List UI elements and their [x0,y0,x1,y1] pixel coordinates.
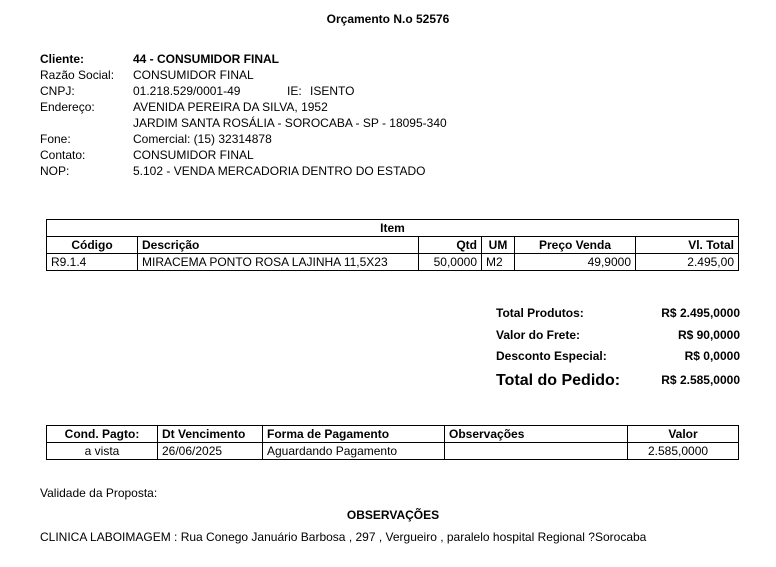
cell-observacoes [445,443,628,460]
col-forma-pagamento: Forma de Pagamento [263,426,445,443]
razao-label: Razão Social: [40,68,115,82]
observacoes-text: CLINICA LABOIMAGEM : Rua Conego Januário Barbosa , 297 , Vergueiro , paralelo hospital Regional ?Sorocaba [40,530,647,544]
col-cond-pagto: Cond. Pagto: [47,426,158,443]
cell-cond-pagto: a vista [47,443,158,460]
items-header-row [47,237,739,254]
total-produtos-label: Total Produtos: [496,306,584,320]
fone-label: Fone: [40,132,71,146]
col-dt-vencimento: Dt Vencimento [158,426,263,443]
contato-label: Contato: [40,148,86,162]
fone-value: Comercial: (15) 32314878 [133,132,272,146]
items-caption: Item [47,220,739,237]
total-pedido-label: Total do Pedido: [496,372,621,389]
desconto-value: R$ 0,0000 [684,349,740,363]
nop-label: NOP: [40,164,70,178]
frete-label: Valor do Frete: [496,328,581,342]
cell-descricao: MIRACEMA PONTO ROSA LAJINHA 11,5X23 [138,254,419,271]
col-qtd: Qtd [419,237,482,254]
endereco-label: Endereço: [40,100,95,114]
cell-total: 2.495,00 [636,254,739,271]
cnpj-value: 01.218.529/0001-49 [133,84,241,98]
total-produtos-value: R$ 2.495,0000 [661,306,740,320]
frete-value: R$ 90,0000 [677,328,740,342]
endereco-line2: JARDIM SANTA ROSÁLIA - SOROCABA - SP - 18095-340 [133,116,447,130]
cell-dt-vencimento: 26/06/2025 [158,443,263,460]
cell-qtd: 50,0000 [419,254,482,271]
cnpj-label: CNPJ: [40,84,75,98]
razao-value: CONSUMIDOR FINAL [133,68,254,82]
cliente-label: Cliente: [40,52,85,66]
table-row [47,254,739,271]
desconto-label: Desconto Especial: [496,349,607,363]
payment-header-row [47,426,739,443]
ie-value: ISENTO [310,84,355,98]
document-title: Orçamento N.o 52576 [326,12,450,26]
col-descricao: Descrição [138,237,419,254]
cell-valor: 2.585,0000 [628,443,739,460]
items-table [46,219,739,271]
table-row [47,443,739,460]
payment-table [46,425,739,460]
endereco-line1: AVENIDA PEREIRA DA SILVA, 1952 [133,100,328,114]
nop-value: 5.102 - VENDA MERCADORIA DENTRO DO ESTADO [133,164,426,178]
cell-codigo: R9.1.4 [47,254,138,271]
col-um: UM [482,237,515,254]
cell-preco: 49,9000 [515,254,636,271]
col-preco: Preço Venda [515,237,636,254]
cell-forma-pagamento: Aguardando Pagamento [263,443,445,460]
cliente-value: 44 - CONSUMIDOR FINAL [133,52,280,66]
ie-label: IE: [287,84,302,98]
col-codigo: Código [47,237,138,254]
cell-um: M2 [482,254,515,271]
col-total: Vl. Total [636,237,739,254]
observacoes-title: OBSERVAÇÕES [346,508,440,522]
total-pedido-value: R$ 2.585,0000 [661,373,740,387]
col-valor: Valor [628,426,739,443]
validade-label: Validade da Proposta: [40,486,158,500]
col-observacoes: Observações [445,426,628,443]
contato-value: CONSUMIDOR FINAL [133,148,254,162]
